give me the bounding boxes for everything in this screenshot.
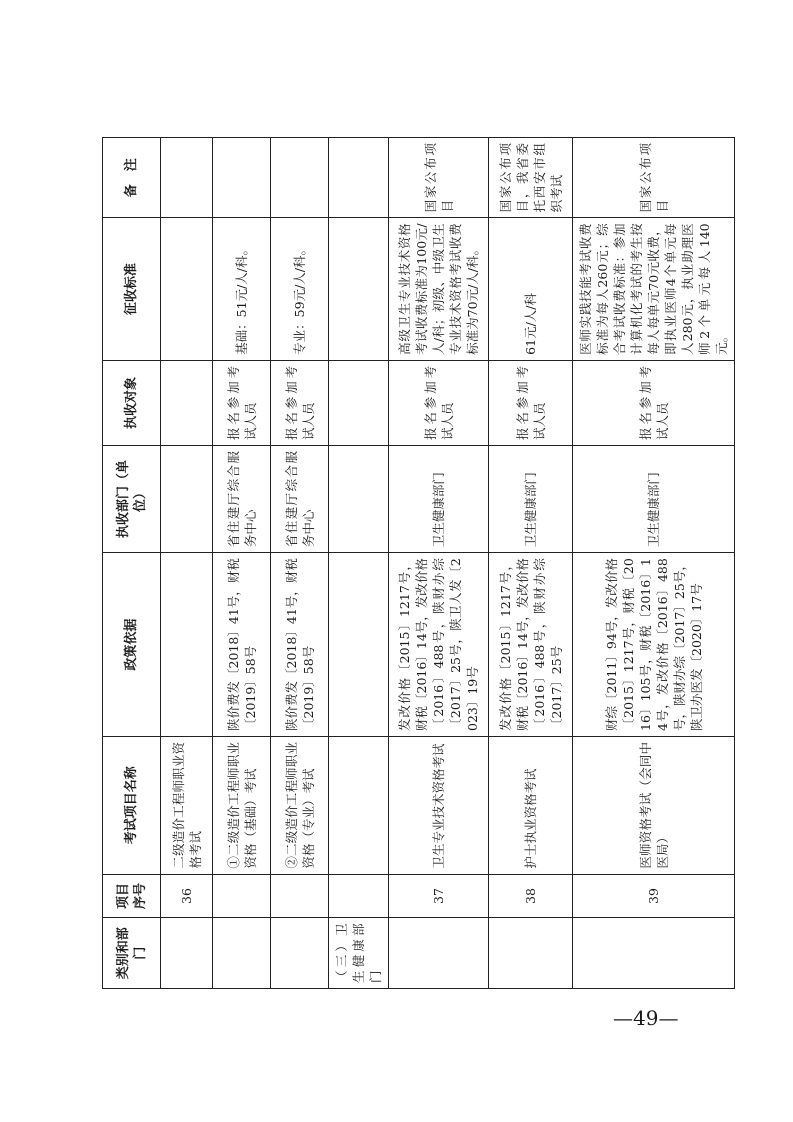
cell-seq: [271, 874, 329, 918]
page-number: —49—: [613, 1006, 679, 1030]
cell-remarks: 国家公布项目: [573, 138, 735, 218]
header-exam-name: 考试项目名称: [103, 737, 161, 875]
cell-target: 报名参加考试人员: [389, 360, 489, 445]
cell-target: 报名参加考试人员: [213, 360, 271, 445]
cell-dept: 卫生健康部门: [573, 446, 735, 553]
cell-seq: [213, 874, 271, 918]
cell-standard: 基础：51元/人/科。: [213, 218, 271, 360]
cell-category: [573, 918, 735, 989]
cell-dept: 卫生健康部门: [389, 446, 489, 553]
cell-exam-name: 卫生专业技术资格考试: [389, 737, 489, 875]
cell-standard: 医师实践技能考试收费标准为每人260元；综合考试收费标准：参加计算机化考试的考生按每人每单元70元收费，即执业医师4个单元每人280元，执业助理医师2个单元每人140元。: [573, 218, 735, 360]
cell-category: [271, 918, 329, 989]
cell-standard: [329, 218, 389, 360]
cell-standard: 专业：59元/人/科。: [271, 218, 329, 360]
table-row: [161, 138, 213, 989]
cell-seq: 36: [161, 874, 213, 918]
cell-policy: 发改价格〔2015〕1217号，财税〔2016〕14号，发改价格〔2016〕488号，陕财办综〔2017〕25号，陕卫人发〔2023〕19号: [389, 553, 489, 737]
cell-category: [213, 918, 271, 989]
cell-exam-name: ①二级造价工程师职业资格（基础）考试: [213, 737, 271, 875]
cell-policy: 陕价费发〔2018〕41号，财税〔2019〕58号: [213, 553, 271, 737]
cell-category-section: （三）卫生健康部门: [329, 918, 389, 989]
cell-dept: 卫生健康部门: [489, 446, 573, 553]
header-remarks: 备 注: [103, 138, 161, 218]
header-category: 类别和部门: [103, 918, 161, 989]
cell-standard: [161, 218, 213, 360]
cell-target: [161, 360, 213, 445]
cell-remarks: [329, 138, 389, 218]
table-header-row: [103, 138, 161, 989]
table-row: [389, 138, 489, 989]
header-policy: 政策依据: [103, 553, 161, 737]
cell-exam-name: 医师资格考试（会同中医局）: [573, 737, 735, 875]
cell-policy: [161, 553, 213, 737]
cell-exam-name: 二级造价工程师职业资格考试: [161, 737, 213, 875]
cell-remarks: [271, 138, 329, 218]
header-standard: 征收标准: [103, 218, 161, 360]
cell-remarks: 国家公布项目，我省委托西安市组织考试: [489, 138, 573, 218]
cell-standard: 61元/人/科: [489, 218, 573, 360]
cell-dept: [329, 446, 389, 553]
cell-seq: 39: [573, 874, 735, 918]
cell-dept: [161, 446, 213, 553]
cell-dept: 省住建厅综合服务中心: [213, 446, 271, 553]
header-dept: 执收部门（单位）: [103, 446, 161, 553]
cell-exam-name: ②二级造价工程师职业资格（专业）考试: [271, 737, 329, 875]
cell-target: 报名参加考试人员: [573, 360, 735, 445]
cell-target: 报名参加考试人员: [489, 360, 573, 445]
table-row: [573, 138, 735, 989]
cell-category: [489, 918, 573, 989]
cell-seq: [329, 874, 389, 918]
cell-policy: 发改价格〔2015〕1217号，财税〔2016〕14号，发改价格〔2016〕488号，陕财办综〔2017〕25号: [489, 553, 573, 737]
cell-standard: 高级卫生专业技术资格考试收费标准为100元/人/科；初级、中级卫生专业技术资格考试收费标准为70元/人/科。: [389, 218, 489, 360]
rotated-table-wrapper: [102, 137, 729, 989]
table-row: [271, 138, 329, 989]
cell-exam-name: 护士执业资格考试: [489, 737, 573, 875]
cell-policy: 财综〔2011〕94号，发改价格〔2015〕1217号，财税〔2016〕105号，财税〔2016〕14号，发改价格〔2016〕488号，陕财办综〔2017〕25号，陕卫办医发〔2020〕17号: [573, 553, 735, 737]
cell-category: [161, 918, 213, 989]
cell-seq: 37: [389, 874, 489, 918]
header-target: 执收对象: [103, 360, 161, 445]
cell-remarks: [161, 138, 213, 218]
cell-policy: 陕价费发〔2018〕41号，财税〔2019〕58号: [271, 553, 329, 737]
cell-remarks: [213, 138, 271, 218]
cell-policy: [329, 553, 389, 737]
cell-category: [389, 918, 489, 989]
cell-exam-name: [329, 737, 389, 875]
header-seq: 项目序号: [103, 874, 161, 918]
cell-dept: 省住建厅综合服务中心: [271, 446, 329, 553]
table-row-section: [329, 138, 389, 989]
cell-target: 报名参加考试人员: [271, 360, 329, 445]
cell-remarks: 国家公布项目: [389, 138, 489, 218]
table-row: [489, 138, 573, 989]
cell-target: [329, 360, 389, 445]
fee-standard-table: [102, 137, 735, 989]
cell-seq: 38: [489, 874, 573, 918]
table-row: [213, 138, 271, 989]
